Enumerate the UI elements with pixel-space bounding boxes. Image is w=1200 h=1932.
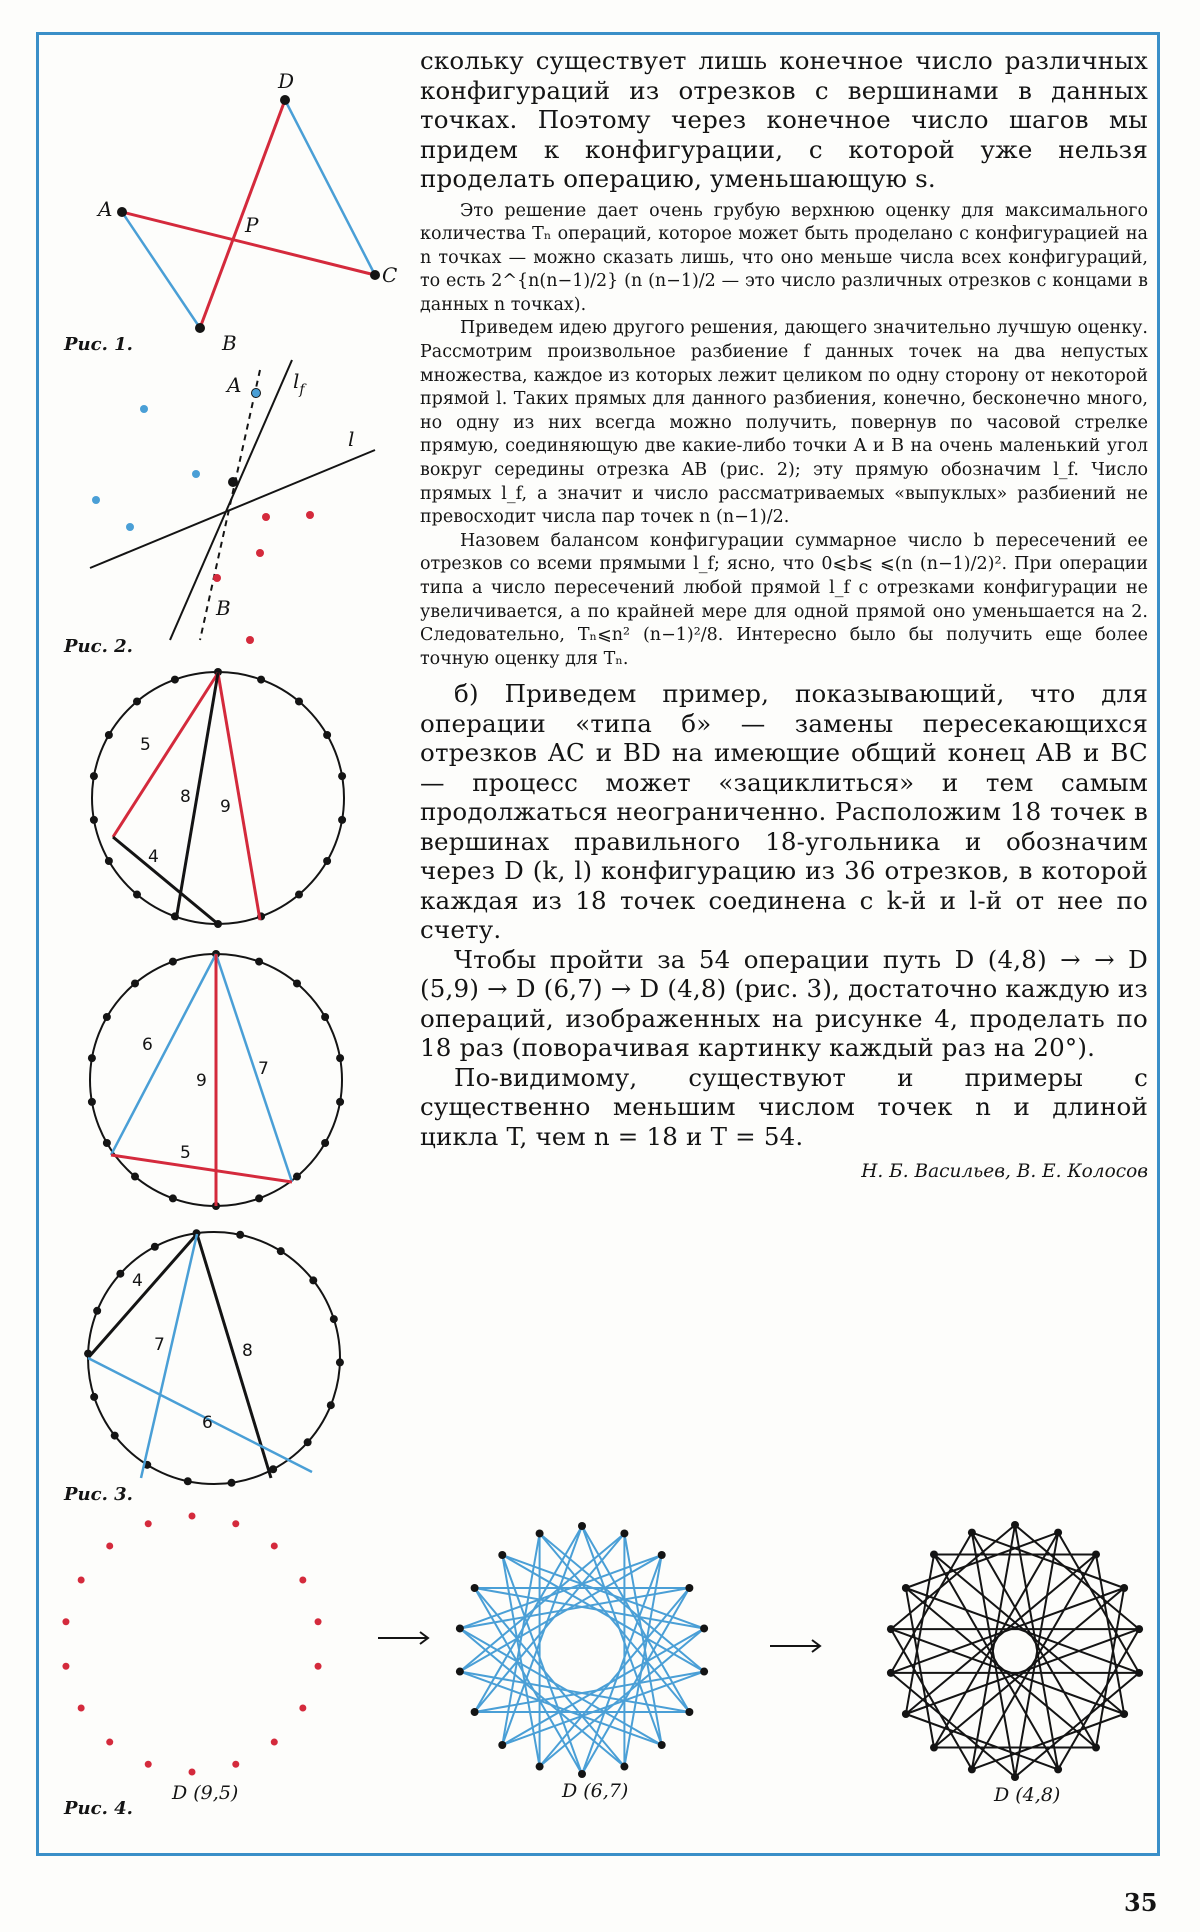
figure-4-d67: [452, 1520, 712, 1780]
vertex-dot: [471, 1708, 479, 1716]
vertex-dot: [336, 1098, 344, 1106]
vertex-dot: [902, 1584, 910, 1592]
fig1-label-a: A: [98, 197, 113, 221]
fig4-label-d95: D (9,5): [172, 1782, 239, 1804]
vertex-dot: [658, 1551, 666, 1559]
fig1-label-b: B: [222, 331, 237, 355]
fig4-label-d48: D (4,8): [994, 1784, 1061, 1806]
fig3b-label-5: 5: [180, 1143, 191, 1163]
vertex-dot: [103, 1013, 111, 1021]
small-paragraph-3: Назовем балансом конфигурации суммарное число b пересечений ее отрезков со всеми прямыми l_f; ясно, что 0⩽b⩽ ⩽(n (n−1)/2)². При операции типа a число пересечений любой прямой l_f с отрезками конфигурации не увеличивается, а по крайней мере для одной прямой оно уменьшается на 2. Следовательно, Tₙ⩽n² (n−1)²/8. Интересно было бы получить еще более точную оценку для Tₙ.: [420, 530, 1148, 669]
fig1-label-d: D: [278, 69, 295, 93]
vertex-dot: [88, 1098, 96, 1106]
vertex-dot: [1092, 1744, 1100, 1752]
vertex-dot: [255, 1194, 263, 1202]
vertex-dot: [106, 1542, 113, 1549]
fig3c-label-6: 6: [202, 1413, 213, 1433]
vertex-dot: [1120, 1710, 1128, 1718]
vertex-dot: [93, 1307, 101, 1315]
vertex-dot: [887, 1625, 895, 1633]
vertex-dot: [133, 697, 141, 705]
figure-4-d95: [52, 1504, 332, 1784]
fig2-label-lf: $l_f$: [293, 369, 305, 398]
vertex-dot: [323, 857, 331, 865]
fig4-arrow-1: [376, 1628, 436, 1648]
vertex-dot: [232, 1520, 239, 1527]
vertex-dot: [304, 1438, 312, 1446]
vertex-dot: [116, 1270, 124, 1278]
vertex-dot: [685, 1584, 693, 1592]
fig4-label-d67: D (6,7): [562, 1780, 629, 1802]
vertex-dot: [62, 1618, 69, 1625]
vertex-dot: [90, 816, 98, 824]
vertex-dot: [271, 1739, 278, 1746]
vertex-dot: [336, 1054, 344, 1062]
fig1-label-c: C: [382, 263, 398, 287]
fig3a-label-8: 8: [180, 787, 191, 807]
vertex-dot: [1011, 1773, 1019, 1781]
fig4-caption: Рис. 4.: [64, 1798, 133, 1819]
vertex-dot: [189, 1769, 196, 1776]
vertex-dot: [330, 1315, 338, 1323]
vertex-dot: [578, 1522, 586, 1530]
paragraph-1: скольку существует лишь конечное число различных конфигураций из отрезков с вершинами в данных точках. Поэтому через конечное число шагов мы придем к конфигурации, с которой уже нельзя проделать операцию, уменьшающую s.: [420, 46, 1148, 193]
fig3b-label-9: 9: [196, 1071, 207, 1091]
vertex-dot: [133, 891, 141, 899]
small-paragraph-2: Приведем идею другого решения, дающего значительно лучшую оценку. Рассмотрим произвольное разбиение f данных точек на два непустых множества, каждое из которых лежит целиком по одну сторону от некоторой прямой l. Таких прямых для данного разбиения, конечно, бесконечно много, но одну из них всегда можно получить, повернув по часовой стрелке прямую, соединяющую две какие-либо точки A и B на очень маленький угол вокруг середины отрезка AB (рис. 2); эту прямую обозначим l_f. Число прямых l_f, а значит и число рассматриваемых «выпуклых» разбиений не превосходит числа пар точек n (n−1)/2.: [420, 318, 1148, 528]
vertex-dot: [338, 772, 346, 780]
vertex-dot: [257, 676, 265, 684]
vertex-dot: [930, 1550, 938, 1558]
vertex-dot: [145, 1520, 152, 1527]
fig1-caption: Рис. 1.: [64, 334, 133, 355]
vertex-dot: [299, 1577, 306, 1584]
vertex-dot: [151, 1243, 159, 1251]
vertex-dot: [658, 1741, 666, 1749]
vertex-dot: [90, 1393, 98, 1401]
vertex-dot: [255, 958, 263, 966]
vertex-dot: [902, 1710, 910, 1718]
vertex-dot: [1135, 1625, 1143, 1633]
vertex-dot: [103, 1139, 111, 1147]
vertex-dot: [471, 1584, 479, 1592]
fig2-label-a: A: [227, 373, 242, 397]
vertex-dot: [536, 1763, 544, 1771]
segment: [540, 1533, 705, 1671]
vertex-dot: [930, 1744, 938, 1752]
vertex-dot: [236, 1231, 244, 1239]
vertex-dot: [1054, 1529, 1062, 1537]
fig3a-label-9: 9: [220, 797, 231, 817]
vertex-dot: [309, 1276, 317, 1284]
vertex-dot: [232, 1761, 239, 1768]
fig3b-label-7: 7: [258, 1059, 269, 1079]
vertex-dot: [293, 979, 301, 987]
fig3c-label-7: 7: [154, 1335, 165, 1355]
vertex-dot: [189, 1513, 196, 1520]
vertex-dot: [111, 1432, 119, 1440]
vertex-dot: [685, 1708, 693, 1716]
vertex-dot: [295, 891, 303, 899]
fig3c-label-8: 8: [242, 1341, 253, 1361]
fig4-arrow-2: [768, 1636, 828, 1656]
vertex-dot: [315, 1663, 322, 1670]
vertex-dot: [145, 1761, 152, 1768]
segment: [540, 1628, 705, 1766]
vertex-dot: [171, 676, 179, 684]
vertex-dot: [88, 1054, 96, 1062]
vertex-dot: [887, 1669, 895, 1677]
vertex-dot: [321, 1139, 329, 1147]
figure-3-circle-3: [84, 1228, 344, 1488]
vertex-dot: [327, 1401, 335, 1409]
segment: [972, 1533, 1124, 1588]
vertex-dot: [336, 1358, 344, 1366]
vertex-dot: [105, 731, 113, 739]
vertex-dot: [700, 1624, 708, 1632]
vertex-dot: [90, 772, 98, 780]
fig1-label-p: P: [245, 213, 259, 237]
small-paragraph-1: Это решение дает очень грубую верхнюю оценку для максимального количества Tₙ операций, которое может быть проделано с конфигурацией на n точках — можно сказать лишь, что оно меньше числа всех конфигураций, то есть 2^{n(n−1)/2} (n (n−1)/2 — это число различных отрезков с концами в данных n точках).: [420, 200, 1148, 315]
segment: [906, 1533, 1058, 1588]
figure-2: [70, 350, 400, 640]
vertex-dot: [498, 1741, 506, 1749]
fig3a-label-4: 4: [148, 847, 159, 867]
vertex-dot: [131, 1173, 139, 1181]
vertex-dot: [271, 1542, 278, 1549]
figure-3-circle-1: [88, 668, 348, 928]
figure-1: [60, 60, 400, 370]
vertex-dot: [62, 1663, 69, 1670]
vertex-dot: [968, 1765, 976, 1773]
paragraph-4: По-видимому, существуют и примеры с существенно меньшим числом точек n и длиной цикла T, чем n = 18 и T = 54.: [420, 1062, 1148, 1151]
vertex-dot: [1011, 1521, 1019, 1529]
fig2-label-b: B: [216, 596, 231, 620]
vertex-dot: [105, 857, 113, 865]
vertex-dot: [184, 1477, 192, 1485]
segment: [460, 1628, 625, 1766]
vertex-dot: [169, 958, 177, 966]
vertex-dot: [498, 1551, 506, 1559]
vertex-dot: [323, 731, 331, 739]
vertex-dot: [295, 697, 303, 705]
page-number: 35: [1124, 1888, 1158, 1917]
vertex-dot: [293, 1173, 301, 1181]
vertex-dot: [228, 1479, 236, 1487]
vertex-dot: [321, 1013, 329, 1021]
vertex-dot: [315, 1618, 322, 1625]
vertex-dot: [338, 816, 346, 824]
fig3c-label-4: 4: [132, 1271, 143, 1291]
paragraph-2: б) Приведем пример, показывающий, что для операции «типа б» — замены пересекающихся отрезков AC и BD на имеющие общий конец AB и BC — процесс может «зациклиться» и тем самым продолжаться неограниченно. Расположим 18 точек в вершинах правильного 18-угольника и обозначим через D (k, l) конфигурацию из 36 отрезков, в которой каждая из 18 точек соединена с k-й и l-й от нее по счету.: [420, 679, 1148, 945]
vertex-dot: [620, 1529, 628, 1537]
vertex-dot: [620, 1763, 628, 1771]
vertex-dot: [277, 1247, 285, 1255]
vertex-dot: [456, 1668, 464, 1676]
fig3a-label-5: 5: [140, 735, 151, 755]
fig3-caption: Рис. 3.: [64, 1484, 133, 1505]
vertex-dot: [456, 1624, 464, 1632]
vertex-dot: [78, 1577, 85, 1584]
fig2-caption: Рис. 2.: [64, 636, 133, 657]
vertex-dot: [1120, 1584, 1128, 1592]
vertex-dot: [78, 1705, 85, 1712]
vertex-dot: [1054, 1765, 1062, 1773]
vertex-dot: [299, 1705, 306, 1712]
vertex-dot: [106, 1739, 113, 1746]
vertex-dot: [1092, 1550, 1100, 1558]
text-column: [420, 46, 1148, 1182]
segment: [460, 1533, 625, 1671]
author-line: Н. Б. Васильев, В. Е. Колосов: [861, 1161, 1148, 1183]
fig3b-label-6: 6: [142, 1035, 153, 1055]
figure-3-circle-2: [86, 950, 346, 1210]
fig2-label-l: l: [348, 427, 355, 451]
vertex-dot: [700, 1668, 708, 1676]
vertex-dot: [131, 979, 139, 987]
figure-4-d48: [880, 1516, 1150, 1786]
paragraph-3: Чтобы пройти за 54 операции путь D (4,8) → → D (5,9) → D (6,7) → D (4,8) (рис. 3), достаточно каждую из операций, изображенных на рисунке 4, проделать по 18 раз (поворачивая картинку каждый раз на 20°).: [420, 944, 1148, 1063]
vertex-dot: [536, 1529, 544, 1537]
vertex-dot: [169, 1194, 177, 1202]
vertex-dot: [968, 1529, 976, 1537]
vertex-dot: [578, 1770, 586, 1778]
vertex-dot: [1135, 1669, 1143, 1677]
